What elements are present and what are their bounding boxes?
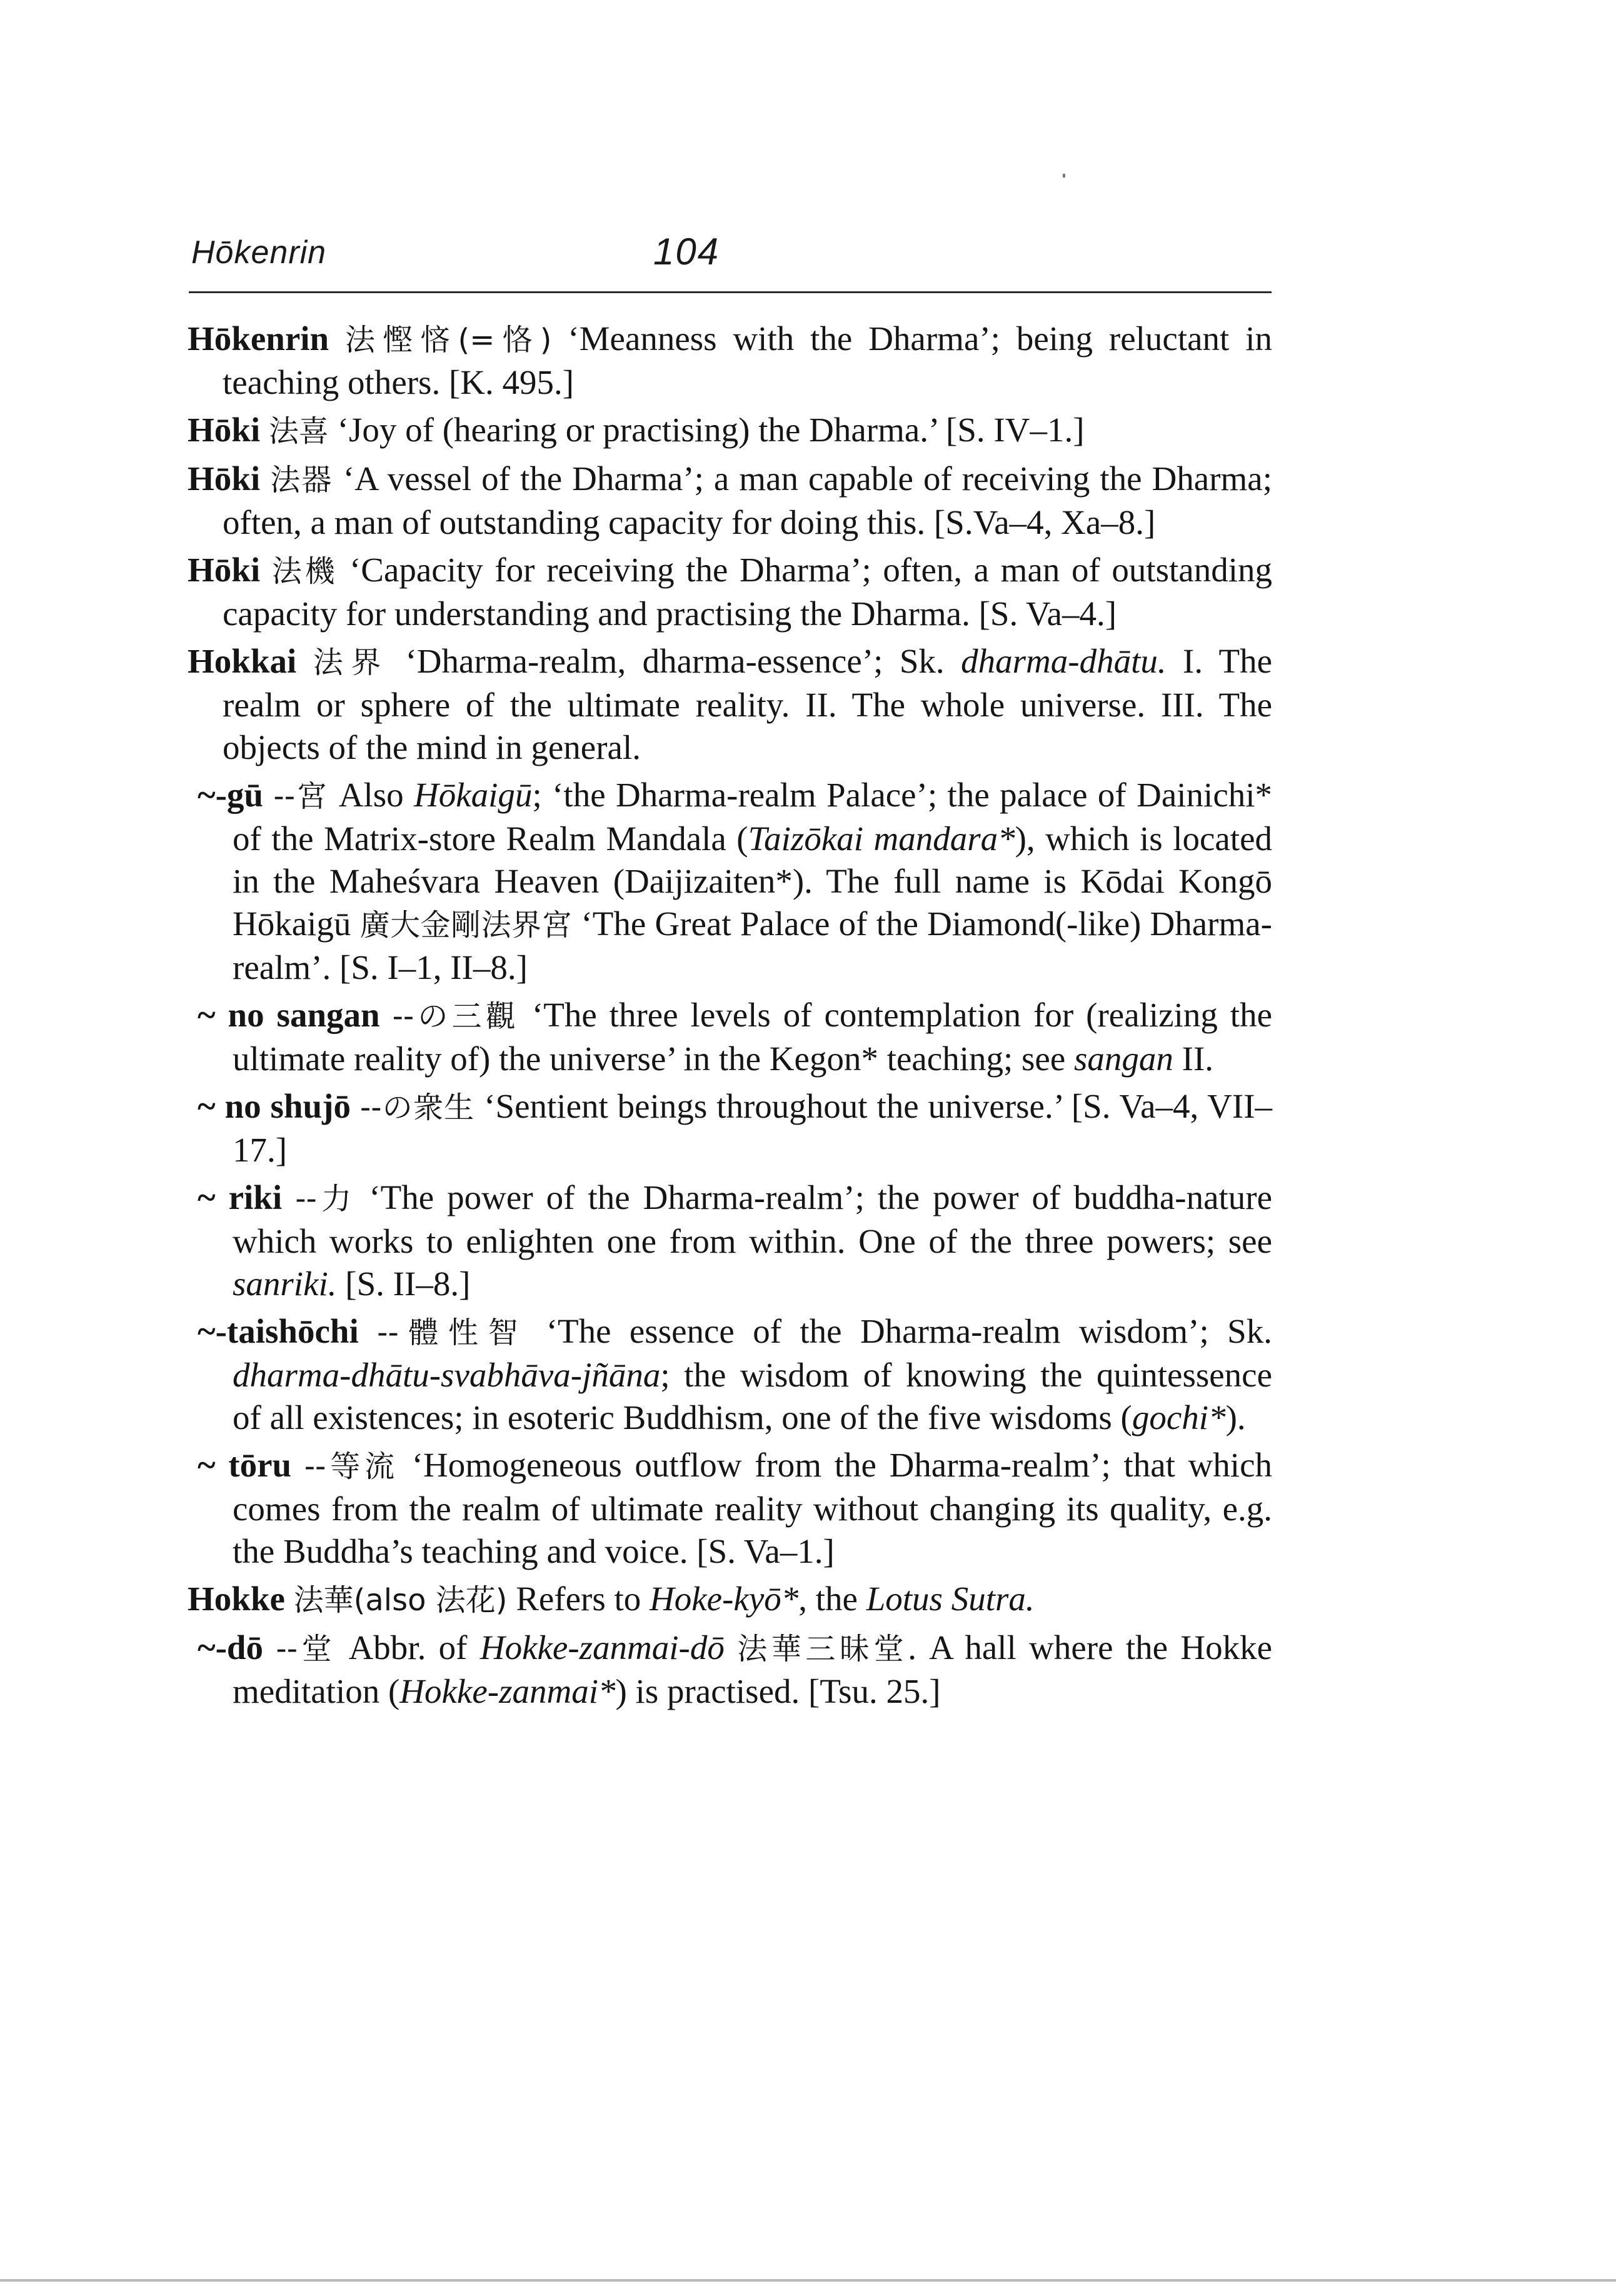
running-head: Hōkenrin bbox=[191, 234, 327, 271]
headword: ~-dō bbox=[198, 1628, 264, 1667]
kanji: 法華(also 法花) bbox=[293, 1583, 508, 1618]
kanji: --の三觀 bbox=[392, 999, 519, 1034]
definition: ) is practised. [Tsu. 25.] bbox=[615, 1672, 941, 1710]
definition: , the bbox=[798, 1580, 858, 1618]
headword: Hokkai bbox=[188, 642, 297, 680]
entry-hoki-capacity bbox=[188, 549, 1272, 635]
kanji: 法喜 bbox=[268, 414, 329, 449]
scan-speck bbox=[1063, 174, 1065, 178]
headword: Hokke bbox=[188, 1580, 285, 1618]
definition: ), which is located in the Maheśvara Heaven (Daijizaiten*). The full name is Kōdai Kongō Hōkaigū bbox=[233, 820, 1272, 943]
entry-hokke bbox=[188, 1578, 1272, 1622]
cross-reference: sangan bbox=[1074, 1040, 1173, 1078]
kanji: 法慳悋(=恪) bbox=[345, 323, 552, 358]
cross-reference: gochi* bbox=[1132, 1398, 1226, 1436]
scan-edge-rule bbox=[0, 2279, 1616, 2282]
kanji: --力 bbox=[295, 1181, 356, 1216]
cross-reference: sanriki. bbox=[233, 1265, 337, 1303]
definition: ‘Capacity for receiving the Dharma’; often, a man of outstanding capacity for understanding and practising the Dharma. [S. Va–4.] bbox=[223, 551, 1272, 633]
headword: ~ no sangan bbox=[198, 996, 380, 1034]
entry-hoki-joy bbox=[188, 409, 1272, 453]
page-header bbox=[188, 230, 1275, 286]
entries-column bbox=[188, 318, 1272, 1718]
kanji: 法華三昧堂 bbox=[737, 1632, 908, 1667]
headword: Hōki bbox=[188, 551, 261, 589]
sanskrit-term: dharma-dhātu-svabhāva-jñāna bbox=[233, 1356, 661, 1394]
kanji: --の衆生 bbox=[359, 1090, 475, 1125]
headword: ~-taishōchi bbox=[198, 1312, 359, 1350]
entry-hokkai-no-shujo bbox=[188, 1085, 1272, 1171]
definition: ‘Dharma-realm, dharma-essence’; Sk. bbox=[405, 642, 945, 680]
entry-hokkai-gu bbox=[188, 774, 1272, 989]
definition: [S. II–8.] bbox=[345, 1265, 471, 1303]
headword: Hōki bbox=[188, 459, 261, 498]
definition: . A hall where the Hokke meditation ( bbox=[233, 1628, 1273, 1710]
headword: Hōki bbox=[188, 411, 261, 449]
headword: ~-gū bbox=[198, 776, 264, 814]
kanji: 法機 bbox=[271, 554, 338, 589]
header-rule bbox=[189, 291, 1272, 293]
entry-hoki-vessel bbox=[188, 458, 1272, 544]
cross-reference: Hokke-zanmai* bbox=[399, 1672, 616, 1710]
cross-reference: Taizōkai mandara* bbox=[748, 820, 1015, 858]
kanji: --體性智 bbox=[377, 1315, 528, 1350]
definition: ). bbox=[1225, 1398, 1246, 1436]
entry-hokkai-no-sangan bbox=[188, 994, 1272, 1080]
cross-reference: Hokke-zanmai-dō bbox=[479, 1628, 725, 1667]
cross-reference: Hoke-kyō* bbox=[650, 1580, 799, 1618]
entry-hokkai bbox=[188, 640, 1272, 769]
definition: ‘Homogeneous outflow from the Dharma-realm’; that which comes from the realm of ultimate reality without changing its quality, e.g. the Buddha’s teaching and voice. [S. Va–1.] bbox=[233, 1446, 1273, 1570]
definition: Refers to bbox=[516, 1580, 641, 1618]
entry-hokkai-toru bbox=[188, 1444, 1272, 1573]
headword: ~ no shujō bbox=[198, 1087, 351, 1125]
definition: I. The realm or sphere of the ultimate reality. II. The whole universe. III. The objects of the mind in general. bbox=[223, 642, 1273, 766]
definition: Also bbox=[338, 776, 404, 814]
headword: ~ riki bbox=[198, 1178, 283, 1216]
kanji: --等流 bbox=[304, 1449, 399, 1484]
kanji: --宮 bbox=[273, 779, 329, 814]
cross-reference: Hōkaigū bbox=[414, 776, 533, 814]
entry-hokenrin bbox=[188, 318, 1272, 404]
definition: ‘The essence of the Dharma-realm wisdom’; Sk. bbox=[546, 1312, 1272, 1350]
definition: II. bbox=[1182, 1040, 1214, 1078]
entry-hokkai-taishochi bbox=[188, 1310, 1272, 1439]
definition: ‘A vessel of the Dharma’; a man capable of receiving the Dharma; often, a man of outstanding capacity for doing this. [S.Va–4, Xa–8.] bbox=[223, 459, 1272, 541]
sanskrit-term: dharma-dhātu. bbox=[961, 642, 1167, 680]
definition: ‘The three levels of contemplation for (realizing the ultimate reality of) the universe’ in the Kegon* teaching; see bbox=[233, 996, 1272, 1078]
headword: ~ tōru bbox=[198, 1446, 292, 1484]
kanji: --堂 bbox=[276, 1632, 336, 1667]
kanji: 法器 bbox=[270, 463, 333, 498]
entry-hokke-do bbox=[188, 1627, 1272, 1713]
definition: ; the wisdom of knowing the quintessence of all existences; in esoteric Buddhism, one of the five wisdoms ( bbox=[233, 1356, 1272, 1436]
entry-hokkai-riki bbox=[188, 1176, 1272, 1305]
definition: ; ‘the Dharma-realm Palace’; the palace of Dainichi* of the Matrix-store Realm Mandala ( bbox=[233, 776, 1273, 858]
definition: ‘Joy of (hearing or practising) the Dharma.’ [S. IV–1.] bbox=[337, 411, 1085, 449]
definition: ‘The Great Palace of the Diamond(-like) Dharma-realm’. [S. I–1, II–8.] bbox=[233, 905, 1272, 986]
definition: Abbr. of bbox=[348, 1628, 468, 1667]
kanji: 法界 bbox=[313, 645, 389, 680]
definition: ‘Meanness with the Dharma’; being reluctant in teaching others. [K. 495.] bbox=[223, 319, 1272, 401]
cross-reference: Lotus Sutra. bbox=[866, 1580, 1035, 1618]
kanji: 廣大金剛法界宮 bbox=[359, 908, 573, 943]
definition: ‘Sentient beings throughout the universe.’ [S. Va–4, VII–17.] bbox=[233, 1087, 1273, 1169]
headword: Hōkenrin bbox=[188, 319, 329, 358]
page-number: 104 bbox=[653, 231, 720, 273]
definition: ‘The power of the Dharma-realm’; the power of buddha-nature which works to enlighten one from within. One of the three powers; see bbox=[233, 1178, 1273, 1260]
